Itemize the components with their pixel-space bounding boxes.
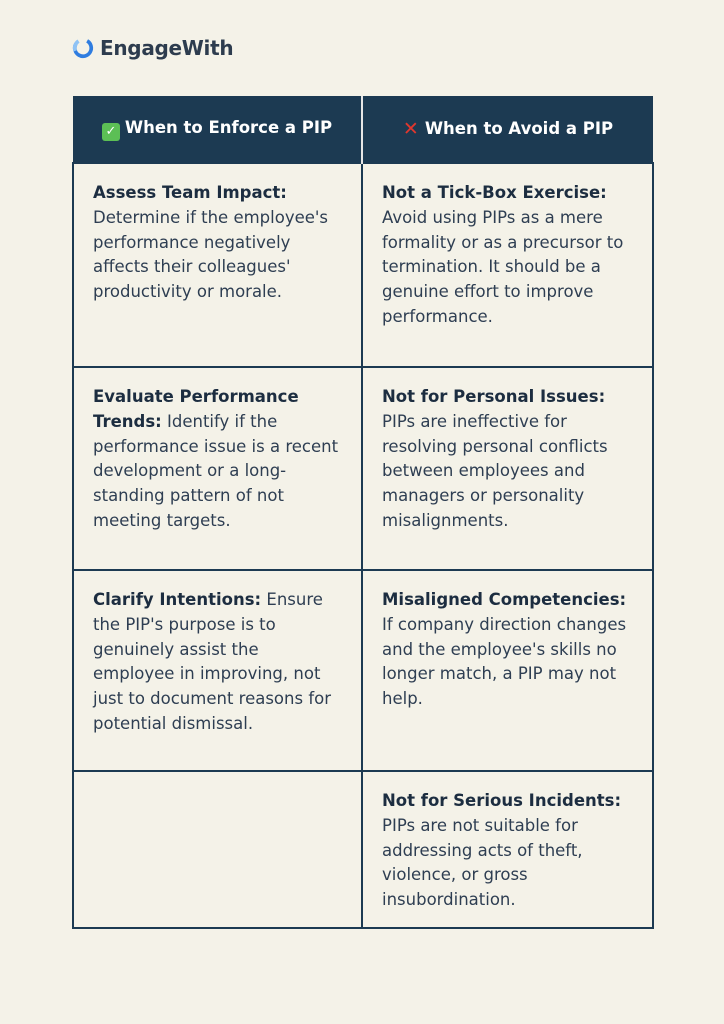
- header-enforce: [73, 96, 362, 163]
- avoid-cell: [362, 570, 653, 771]
- brand-logo: [72, 36, 233, 60]
- cross-icon: ✕: [402, 118, 419, 140]
- cell-text: Identify if the performance issue is a recent development or a long-standing pattern of not meeting targets.: [93, 411, 339, 530]
- enforce-cell: [73, 570, 362, 771]
- table-row: [73, 570, 653, 771]
- cell-title: Misaligned Competencies:: [382, 590, 627, 609]
- cell-title: Evaluate Performance Trends:: [93, 387, 299, 431]
- cell-text: PIPs are not suitable for addressing acts of theft, violence, or gross insubordination.: [382, 815, 583, 910]
- table-row: [73, 771, 653, 928]
- cell-title: Not a Tick-Box Exercise:: [382, 183, 607, 202]
- brand-name: EngageWith: [100, 36, 234, 60]
- header-avoid: [362, 96, 653, 163]
- avoid-cell: [362, 771, 653, 928]
- cell-text: Ensure the PIP's purpose is to genuinely assist the employee in improving, not just to document reasons for potential dismissal.: [93, 590, 332, 733]
- cell-text: PIPs are ineffective for resolving personal conflicts between employees and managers or personality misalignments.: [382, 411, 608, 530]
- enforce-cell: [73, 163, 362, 367]
- cell-text: Determine if the employee's performance negatively affects their colleagues' productivity or morale.: [93, 207, 329, 302]
- cell-text: If company direction changes and the employee's skills no longer match, a PIP may not help.: [382, 614, 627, 709]
- enforce-cell: [73, 367, 362, 570]
- cell-title: Not for Personal Issues:: [382, 387, 606, 406]
- pip-comparison-table: [72, 96, 654, 929]
- header-avoid-label: When to Avoid a PIP: [424, 119, 614, 138]
- header-enforce-label: When to Enforce a PIP: [124, 117, 333, 137]
- table-row: [73, 163, 653, 367]
- check-icon: ✓: [102, 123, 120, 141]
- avoid-cell: [362, 367, 653, 570]
- table-header-row: [73, 96, 653, 163]
- cell-title: Not for Serious Incidents:: [382, 791, 622, 810]
- enforce-cell-empty: [73, 771, 362, 928]
- cell-title: Assess Team Impact:: [93, 183, 287, 202]
- avoid-cell: [362, 163, 653, 367]
- cell-text: Avoid using PIPs as a mere formality or as a precursor to termination. It should be a genuine effort to improve performance.: [382, 207, 624, 326]
- cell-title: Clarify Intentions:: [93, 590, 262, 609]
- table-row: [73, 367, 653, 570]
- engagewith-ring-logo-icon: [72, 37, 94, 59]
